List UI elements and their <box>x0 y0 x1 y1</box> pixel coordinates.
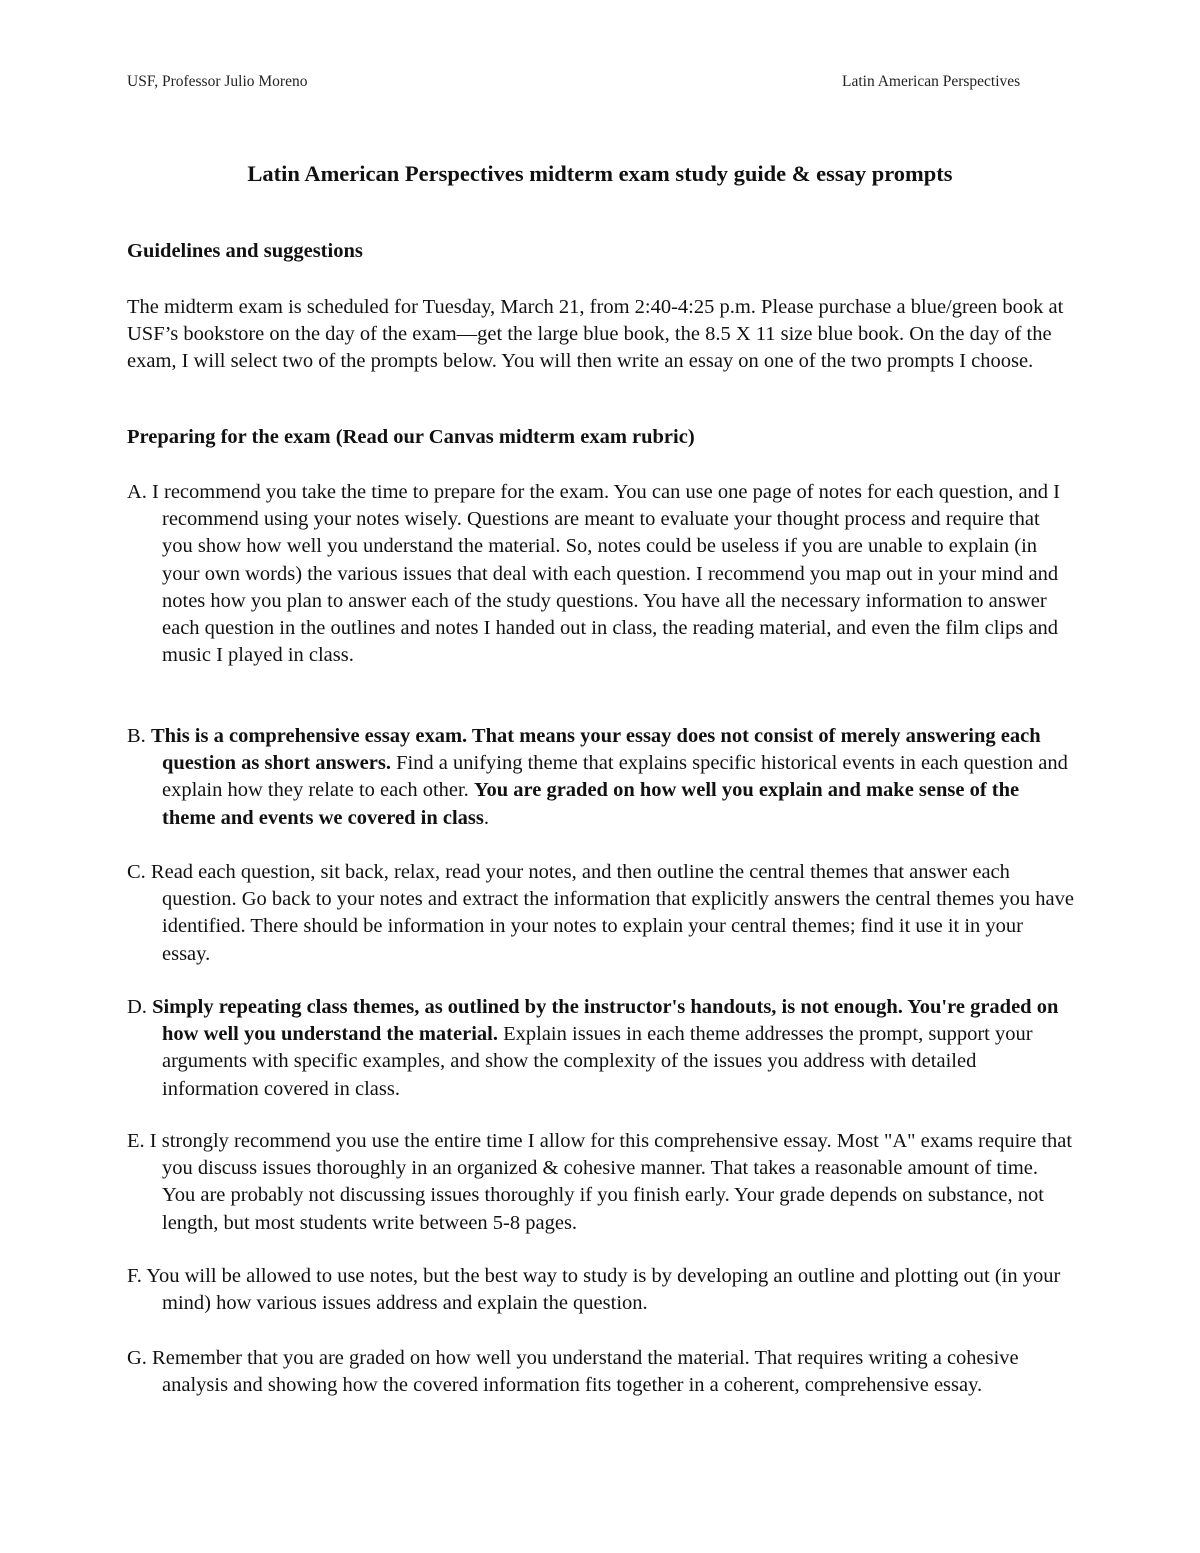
guidelines-heading: Guidelines and suggestions <box>127 240 363 262</box>
item-b-emphasis-1: This is a comprehensive essay exam. That means your essay does not consist of merely answering each question as short answers. <box>150 725 1041 775</box>
list-item-d <box>127 994 1075 1103</box>
item-b-text-2: . <box>483 806 490 829</box>
preparing-heading: Preparing for the exam (Read our Canvas midterm exam rubric) <box>127 426 695 448</box>
item-d-label: D. <box>127 996 153 1018</box>
item-d-emphasis-1: Simply repeating class themes, as outlined by the instructor's handouts, is not enough. You're graded on how well you understand the material. <box>152 996 1059 1046</box>
item-b-text-1: Find a unifying theme that explains specific historical events in each question and explain how they relate to each other. <box>162 752 1068 802</box>
guidelines-paragraph: The midterm exam is scheduled for Tuesday, March 21, from 2:40-4:25 p.m. Please purchase a blue/green book at USF’s bookstore on the day of the exam—get the large blue book, the 8.5 X 11 size blue book. On the day of the exam, I will select two of the prompts below. You will then write an essay on one of the two prompts I choose. <box>127 296 1064 373</box>
list-item-f: F. You will be allowed to use notes, but the best way to study is by developing an outline and plotting out (in your mind) how various issues address and explain the question. <box>127 1265 1061 1315</box>
item-b-label: B. <box>127 725 151 747</box>
list-item-b <box>127 723 1075 832</box>
list-item-c: C. Read each question, sit back, relax, read your notes, and then outline the central themes that answer each question. Go back to your notes and extract the information that explicitly answers the central themes you have identified. There should be information in your notes to explain your central themes; find it use it in your essay. <box>127 861 1074 965</box>
header-author: USF, Professor Julio Moreno <box>127 73 308 90</box>
list-item-e: E. I strongly recommend you use the entire time I allow for this comprehensive essay. Most "A" exams require that you discuss issues thoroughly in an organized & cohesive manner. That takes a reasonable amount of time. You are probably not discussing issues thoroughly if you finish early. Your grade depends on substance, not length, but most students write between 5-8 pages. <box>127 1130 1073 1234</box>
list-item-g: G. Remember that you are graded on how well you understand the material. That requires writing a cohesive analysis and showing how the covered information fits together in a coherent, comprehensive essay. <box>127 1347 1019 1397</box>
list-item-a: A. I recommend you take the time to prepare for the exam. You can use one page of notes for each question, and I recommend using your notes wisely. Questions are meant to evaluate your thought process and require that you show how well you understand the material. So, notes could be useless if you are unable to explain (in your own words) the various issues that deal with each question. I recommend you map out in your mind and notes how you plan to answer each of the study questions. You have all the necessary information to answer each question in the outlines and notes I handed out in class, the reading material, and even the film clips and music I played in class. <box>127 481 1061 667</box>
item-b-emphasis-2: You are graded on how well you explain and make sense of the theme and events we covered in class <box>162 779 1020 829</box>
item-d-text-1: Explain issues in each theme addresses the prompt, support your arguments with specific examples, and show the complexity of the issues you address with detailed information covered in class. <box>162 1023 1033 1100</box>
header-course: Latin American Perspectives <box>842 73 1021 90</box>
page-title: Latin American Perspectives midterm exam study guide & essay prompts <box>247 161 953 186</box>
